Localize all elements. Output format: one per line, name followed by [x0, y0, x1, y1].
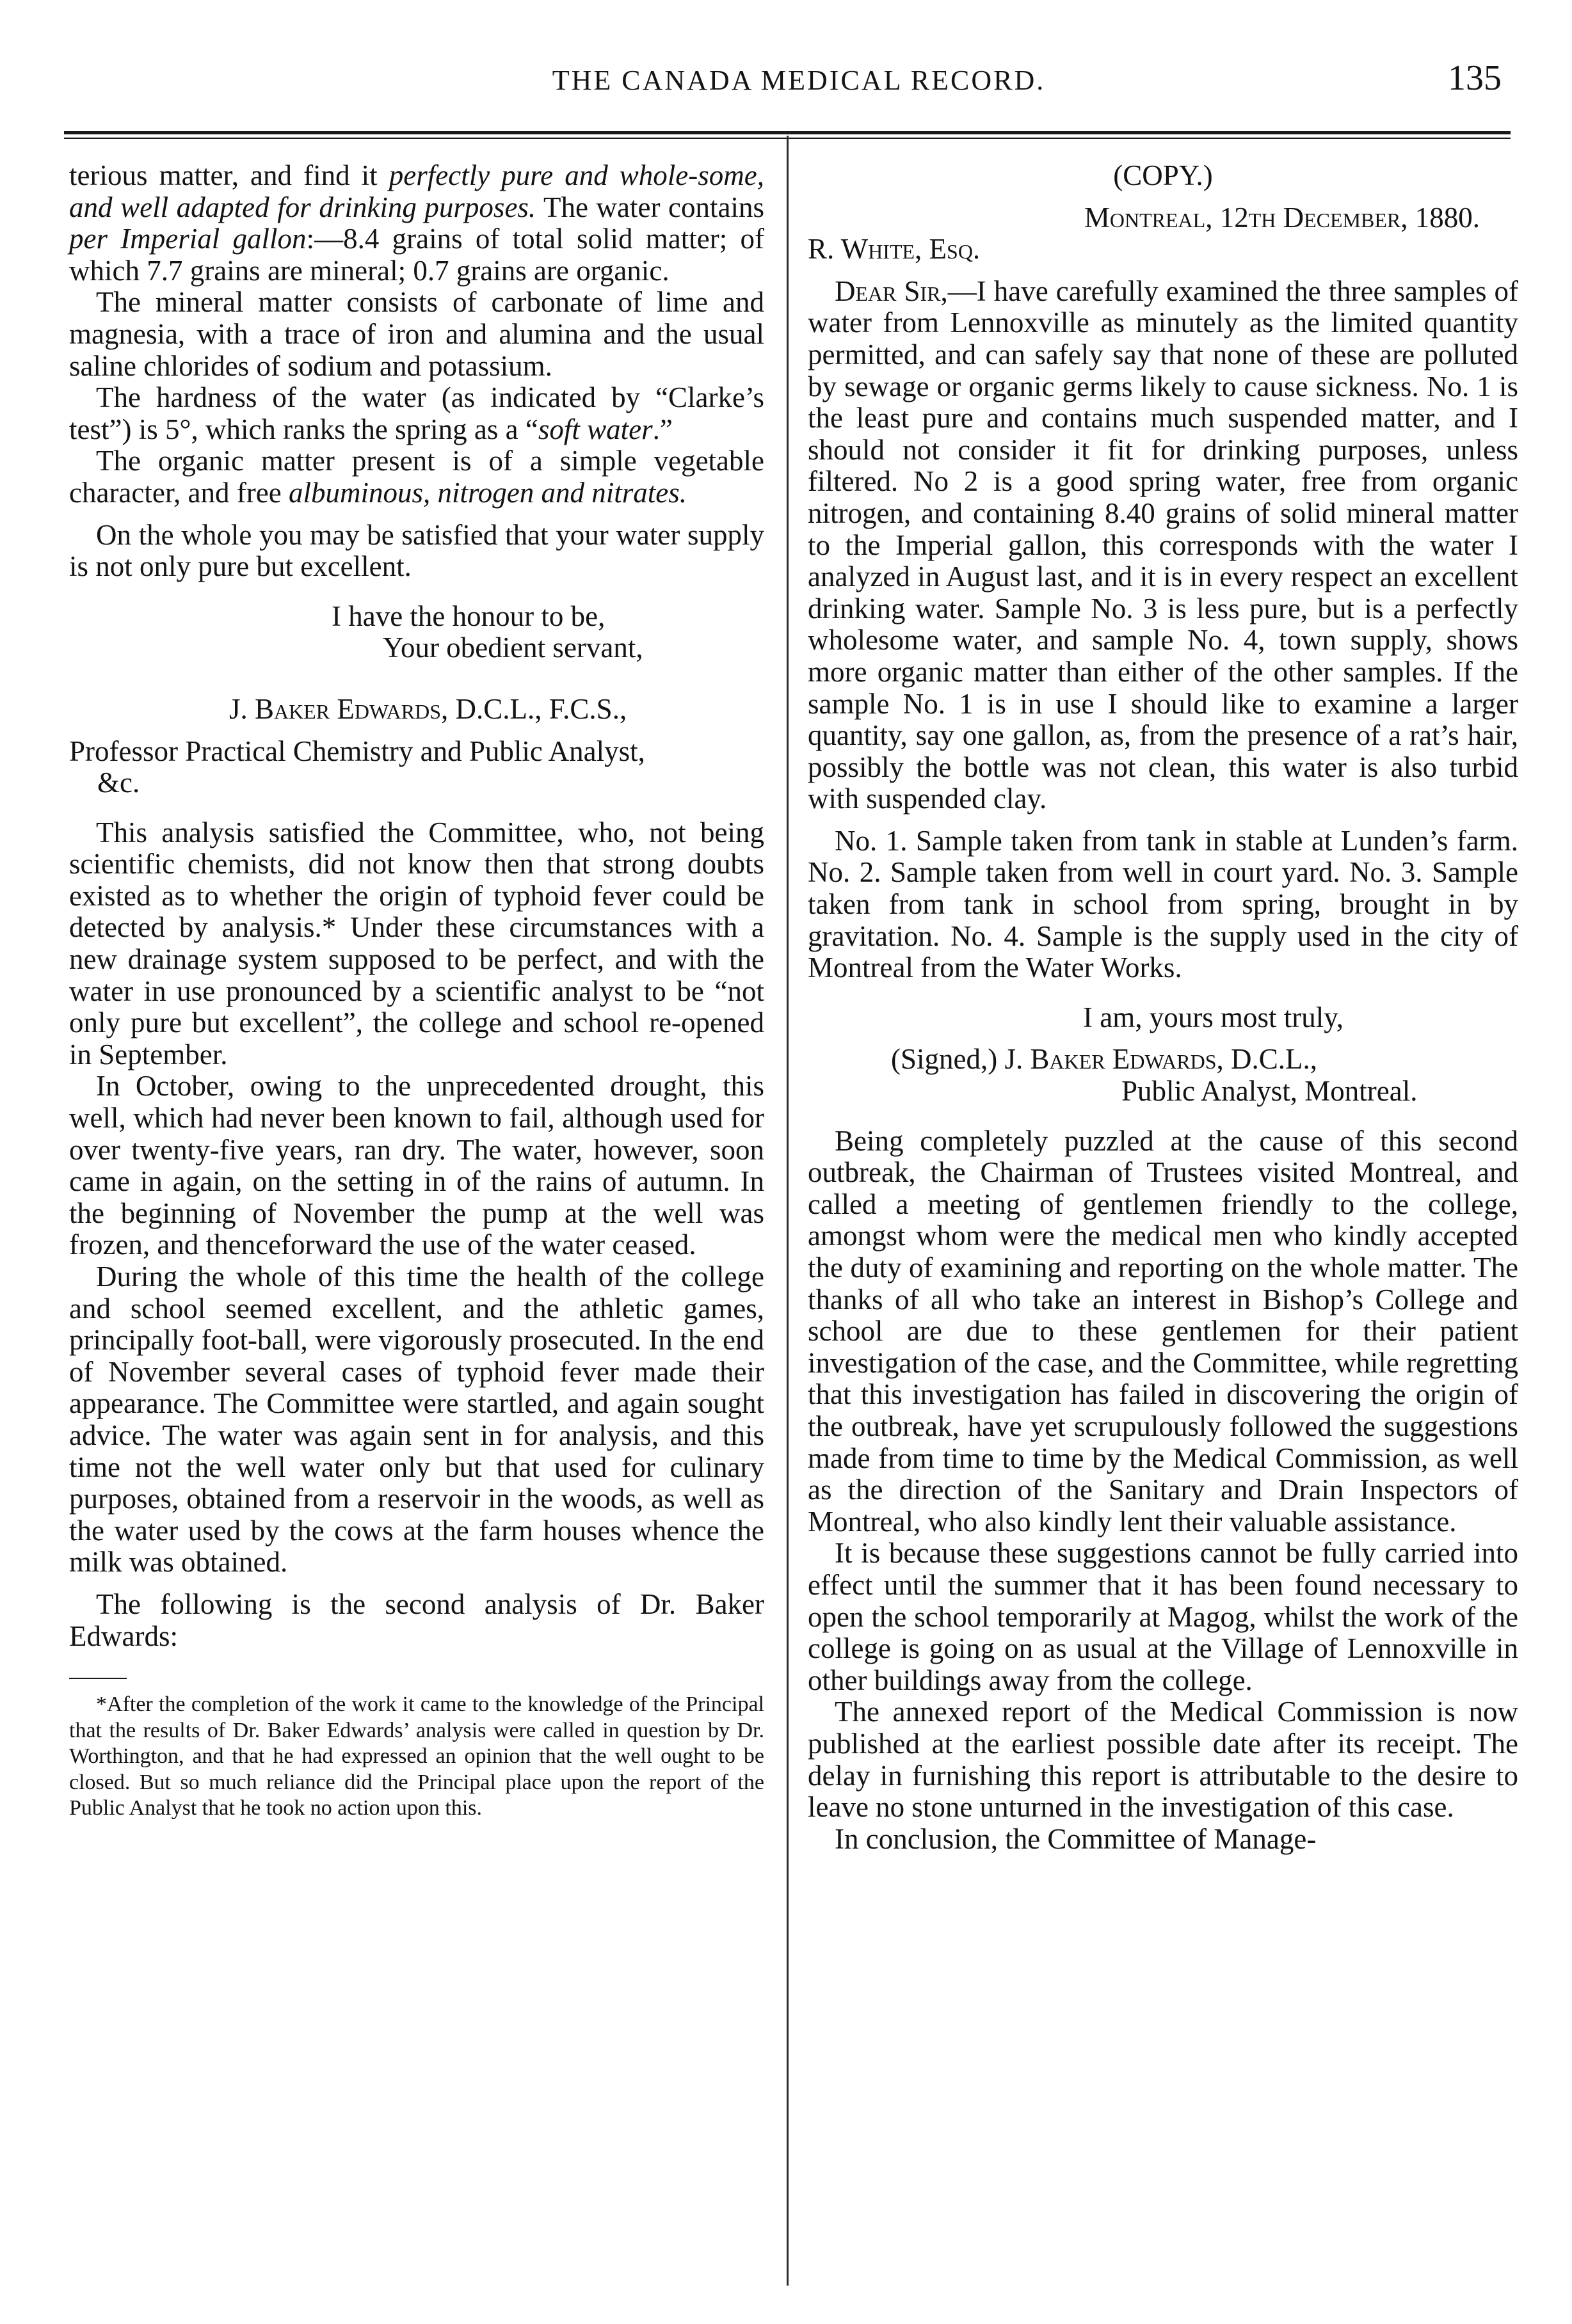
paragraph: During the whole of this time the health of the college and school seemed excellent, and the athletic games, principally foot-ball, were vigorously prosecuted. In the end of November several cases of typhoid fever made their appearance. The Committee were startled, and again sought advice. The water was again sent in for analysis, and this time not the well water only but that used for culinary purposes, obtained from a reservoir in the woods, as well as the water used by the cows at the farm houses whence the milk was obtained.: [69, 1261, 764, 1579]
signature: J. Baker Edwards, D.C.L., F.C.S.,: [229, 692, 627, 725]
paragraph: It is because these suggestions cannot be fully carried into effect until the summer that it has been found necessary to open the school temporarily at Magog, whilst the work of the college is going on as usual at the Village of Lennoxville in other buildings away from the college.: [808, 1537, 1518, 1696]
paragraph: terious matter, and find it perfectly pure and whole-some, and well adapted for drinking purposes. The water contains per Imperial gallon:—8.4 grains of total solid matter; of which 7.7 grains are mineral; 0.7 grains are organic.: [69, 159, 764, 287]
letter-closing: I am, yours most truly,: [1083, 1001, 1344, 1033]
footnote-rule: [69, 1678, 127, 1679]
paragraph: This analysis satisfied the Committee, who, not being scientific chemists, did not know then that strong doubts existed as to whether the origin of typhoid fever could be detected by analysis.* Under these circumstances with a new drainage system supposed to be perfect, and with the water in use pronounced by a scientific analyst to be “not only pure but excellent”, the college and school re-opened in September.: [69, 816, 764, 1070]
paragraph: The annexed report of the Medical Commission is now published at the earliest possible date after its receipt. The delay in furnishing this report is attributable to the desire to leave no stone unturned in the investigation of this case.: [808, 1696, 1518, 1824]
paragraph: No. 1. Sample taken from tank in stable at Lunden’s farm. No. 2. Sample taken from well in court yard. No. 3. Sample taken from tank in school from spring, brought in by gravitation. No. 4. Sample is the supply used in the city of Montreal from the Water Works.: [808, 824, 1518, 984]
page-number: 135: [1448, 58, 1502, 98]
paragraph: The following is the second analysis of Dr. Baker Edwards:: [69, 1588, 764, 1652]
addressee: R. White, Esq.: [808, 233, 981, 266]
paragraph: The hardness of the water (as indicated by “Clarke’s test”) is 5°, which ranks the spring as a “soft water.”: [69, 381, 764, 445]
paragraph: The mineral matter consists of carbonate of lime and magnesia, with a trace of iron and alumina and the usual saline chlorides of sodium and potassium.: [69, 286, 764, 382]
letter-date: Montreal, 12th December, 1880.: [1084, 201, 1480, 234]
paragraph: Being completely puzzled at the cause of this second outbreak, the Chairman of Trustees visited Montreal, and called a meeting of gentlemen friendly to the college, amongst whom were the medical men who kindly accepted the duty of examining and reporting on the whole matter. The thanks of all who take an interest in Bishop’s College and school are due to these gentlemen for their patient investigation of the case, and the Committee, while regretting that this investigation has failed in discovering the origin of the outbreak, have yet scrupulously followed the suggestions made from time to time by the Medical Commission, as well as the direction of the Sanitary and Drain Inspectors of Montreal, who also kindly lent their valuable assistance.: [808, 1124, 1518, 1538]
letter-closing: Your obedient servant,: [383, 632, 643, 664]
letter-closing: I have the honour to be,: [332, 600, 606, 632]
paragraph: The organic matter present is of a simple vegetable character, and free albuminous, nitrogen and nitrates.: [69, 445, 764, 509]
journal-title: THE CANADA MEDICAL RECORD.: [552, 65, 1046, 96]
paragraph: In conclusion, the Committee of Manage-: [835, 1822, 1317, 1855]
footnote: *After the completion of the work it came to the knowledge of the Principal that the results of Dr. Baker Edwards’ analysis were called in question by Dr. Worthington, and that he had expressed an opinion that the well ought to be closed. But so much reliance did the Principal place upon the report of the Public Analyst that he took no action upon this.: [69, 1692, 764, 1820]
paragraph: On the whole you may be satisfied that your water supply is not only pure but excellent.: [69, 518, 764, 583]
paragraph: Dear Sir,—I have carefully examined the three samples of water from Lennoxville as minutely as the limited quantity permitted, and can safely say that none of these are polluted by sewage or organic germs likely to cause sickness. No. 1 is the least pure and contains much suspended matter, and I should not consider it fit for drinking purposes, unless filtered. No 2 is a good spring water, free from organic nitrogen, and containing 8.40 grains of solid mineral matter to the Imperial gallon, this corresponds with the water I analyzed in August last, and it is in every respect an excellent drinking water. Sample No. 3 is less pure, but is a perfectly wholesome water, and sample No. 4, town supply, shows more organic matter than either of the other samples. If the sample No. 1 is in use I should like to examine a larger quantity, say one gallon, as, from the presence of a rat’s hair, possibly the bottle was not clean, this water is also turbid with suspended clay.: [808, 275, 1519, 815]
header-rule: [64, 131, 1511, 134]
paragraph: In October, owing to the unprecedented drought, this well, which had never been known to fail, although used for over twenty-five years, ran dry. The water, however, soon came in again, on the setting in of the rains of autumn. In the beginning of November the pump at the well was frozen, and thenceforward the use of the water ceased.: [69, 1070, 764, 1261]
page-header: [64, 51, 1534, 122]
signature: (Signed,) J. Baker Edwards, D.C.L.,: [891, 1043, 1317, 1076]
copy-heading: (COPY.): [1113, 159, 1213, 191]
signature-title: Public Analyst, Montreal.: [1121, 1075, 1418, 1108]
right-column: [808, 160, 1518, 1855]
left-column: [69, 160, 764, 1822]
column-divider: [787, 136, 789, 2286]
affiliation: Professor Practical Chemistry and Public Analyst, &c.: [69, 735, 645, 799]
